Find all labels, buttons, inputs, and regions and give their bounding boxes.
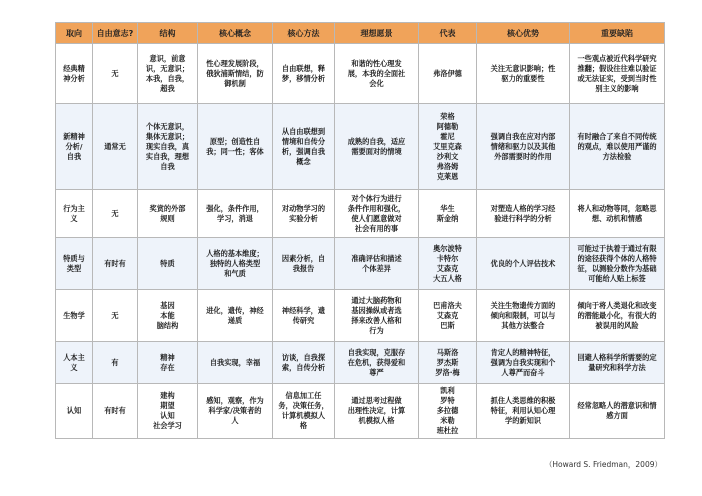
cell-orientation: 新精神 分析/ 自我 — [56, 104, 93, 190]
personality-approaches-table — [55, 22, 665, 439]
cell-major-weaknesses: 有时融合了来自不同传统 的观点，难以使用严谨的 方法检验 — [570, 104, 665, 190]
cell-major-weaknesses: 回避人格科学所需要的定 量研究和科学方法 — [570, 342, 665, 384]
header-core-strengths: 核心优势 — [477, 23, 570, 44]
header-core-methods: 核心方法 — [273, 23, 335, 44]
header-row — [56, 23, 665, 44]
table-row — [56, 384, 665, 439]
cell-core-methods: 访谈，自我探 索，自传分析 — [273, 342, 335, 384]
cell-representatives: 弗洛伊德 — [419, 44, 477, 104]
table-row — [56, 342, 665, 384]
cell-core-methods: 从自由联想到 情境和自传分 析，强调自我 概念 — [273, 104, 335, 190]
cell-major-weaknesses: 倾向于将人类退化和改变 的潜能最小化，有很大的 被误用的风险 — [570, 290, 665, 342]
cell-ideal-vision: 通过思考过程做 出理性决定，计算 机模拟人格 — [335, 384, 419, 439]
cell-representatives: 荣格 阿德勒 霍尼 艾里克森 沙利文 弗洛姆 克莱恩 — [419, 104, 477, 190]
cell-core-concepts: 感知，观察，作为 科学家/决策者的 人 — [198, 384, 273, 439]
cell-core-concepts: 性心理发展阶段， 俄狄浦斯情结，防 御机制 — [198, 44, 273, 104]
cell-orientation: 特质与 类型 — [56, 238, 93, 290]
cell-core-strengths: 优良的个人评估技术 — [477, 238, 570, 290]
cell-core-concepts: 进化，遗传，神经 递质 — [198, 290, 273, 342]
cell-core-methods: 因素分析，自 我报告 — [273, 238, 335, 290]
cell-major-weaknesses: 一些观点被近代科学研究 推翻；假设往往难以验证 或无法证实，受到当时性 别主义的影响 — [570, 44, 665, 104]
cell-ideal-vision: 自我实现，克服存 在危机，获得爱和 尊严 — [335, 342, 419, 384]
cell-core-methods: 对动物学习的 实验分析 — [273, 190, 335, 238]
table-row — [56, 104, 665, 190]
cell-core-strengths: 对塑造人格的学习经 验进行科学的分析 — [477, 190, 570, 238]
cell-core-strengths: 抓住人类思维的积极 特征，利用认知心理 学的新知识 — [477, 384, 570, 439]
cell-orientation: 行为主 义 — [56, 190, 93, 238]
cell-ideal-vision: 成熟的自我，适应 需要面对的情境 — [335, 104, 419, 190]
cell-core-methods: 自由联想，释 梦，移情分析 — [273, 44, 335, 104]
cell-core-strengths: 关注无意识影响；性 驱力的重要性 — [477, 44, 570, 104]
cell-structure: 奖赏的外部 规则 — [138, 190, 198, 238]
cell-ideal-vision: 通过大脑药物和 基因操纵或者选 择来改善人格和 行为 — [335, 290, 419, 342]
cell-core-concepts: 强化，条件作用， 学习，消退 — [198, 190, 273, 238]
cell-orientation: 生物学 — [56, 290, 93, 342]
table-row — [56, 44, 665, 104]
header-representatives: 代表 — [419, 23, 477, 44]
cell-structure: 精神 存在 — [138, 342, 198, 384]
cell-major-weaknesses: 经常忽略人的潜意识和情 感方面 — [570, 384, 665, 439]
cell-free-will: 有时有 — [93, 384, 138, 439]
cell-structure: 特质 — [138, 238, 198, 290]
cell-free-will: 有 — [93, 342, 138, 384]
cell-representatives: 华生 斯金纳 — [419, 190, 477, 238]
cell-free-will: 通常无 — [93, 104, 138, 190]
header-major-weaknesses: 重要缺陷 — [570, 23, 665, 44]
cell-core-concepts: 原型；创造性自 我；同一性；客体 — [198, 104, 273, 190]
cell-free-will: 有时有 — [93, 238, 138, 290]
cell-representatives: 奥尔波特 卡特尔 艾森克 大五人格 — [419, 238, 477, 290]
cell-representatives: 巴甫洛夫 艾森克 巴斯 — [419, 290, 477, 342]
cell-core-concepts: 人格的基本维度； 独特的人格类型 和气质 — [198, 238, 273, 290]
source-citation: （Howard S. Friedman，2009） — [544, 460, 662, 469]
cell-core-methods: 神经科学，遗 传研究 — [273, 290, 335, 342]
header-free-will: 自由意志? — [93, 23, 138, 44]
cell-representatives: 凯利 罗特 多拉德 米勒 班杜拉 — [419, 384, 477, 439]
cell-core-strengths: 肯定人的精神特征， 强调为自我实现和个 人尊严而奋斗 — [477, 342, 570, 384]
header-structure: 结构 — [138, 23, 198, 44]
cell-free-will: 无 — [93, 44, 138, 104]
cell-core-methods: 信息加工任 务，决策任务， 计算机模拟人 格 — [273, 384, 335, 439]
cell-major-weaknesses: 将人和动物等同，忽略思 想、动机和情感 — [570, 190, 665, 238]
table-row — [56, 190, 665, 238]
cell-structure: 意识，前意 识，无意识； 本我，自我， 超我 — [138, 44, 198, 104]
header-orientation: 取向 — [56, 23, 93, 44]
table-row — [56, 290, 665, 342]
cell-structure: 基因 本能 脑结构 — [138, 290, 198, 342]
cell-orientation: 认知 — [56, 384, 93, 439]
cell-free-will: 无 — [93, 190, 138, 238]
cell-representatives: 马斯洛 罗杰斯 罗洛·梅 — [419, 342, 477, 384]
cell-ideal-vision: 准确评估和描述 个体差异 — [335, 238, 419, 290]
cell-free-will: 无 — [93, 290, 138, 342]
cell-orientation: 人本主 义 — [56, 342, 93, 384]
cell-major-weaknesses: 可能过于执着于通过有限 的途径获得个体的人格特 征，以测验分数作为基础 可能给人贴上标签 — [570, 238, 665, 290]
header-ideal-vision: 理想愿景 — [335, 23, 419, 44]
table-row — [56, 238, 665, 290]
cell-orientation: 经典精 神分析 — [56, 44, 93, 104]
cell-structure: 建构 期望 认知 社会学习 — [138, 384, 198, 439]
cell-core-strengths: 关注生物遗传方面的 倾向和限制，可以与 其他方法整合 — [477, 290, 570, 342]
header-core-concepts: 核心概念 — [198, 23, 273, 44]
cell-ideal-vision: 和谐的性心理发 展，本我的全面社 会化 — [335, 44, 419, 104]
cell-structure: 个体无意识， 集体无意识； 现实自我，真 实自我，理想 自我 — [138, 104, 198, 190]
cell-core-strengths: 强调自我在应对内部 情绪和驱力以及其他 外部需要时的作用 — [477, 104, 570, 190]
cell-ideal-vision: 对个体行为进行 条件作用和强化， 使人们愿意做对 社会有用的事 — [335, 190, 419, 238]
cell-core-concepts: 自我实现，幸福 — [198, 342, 273, 384]
